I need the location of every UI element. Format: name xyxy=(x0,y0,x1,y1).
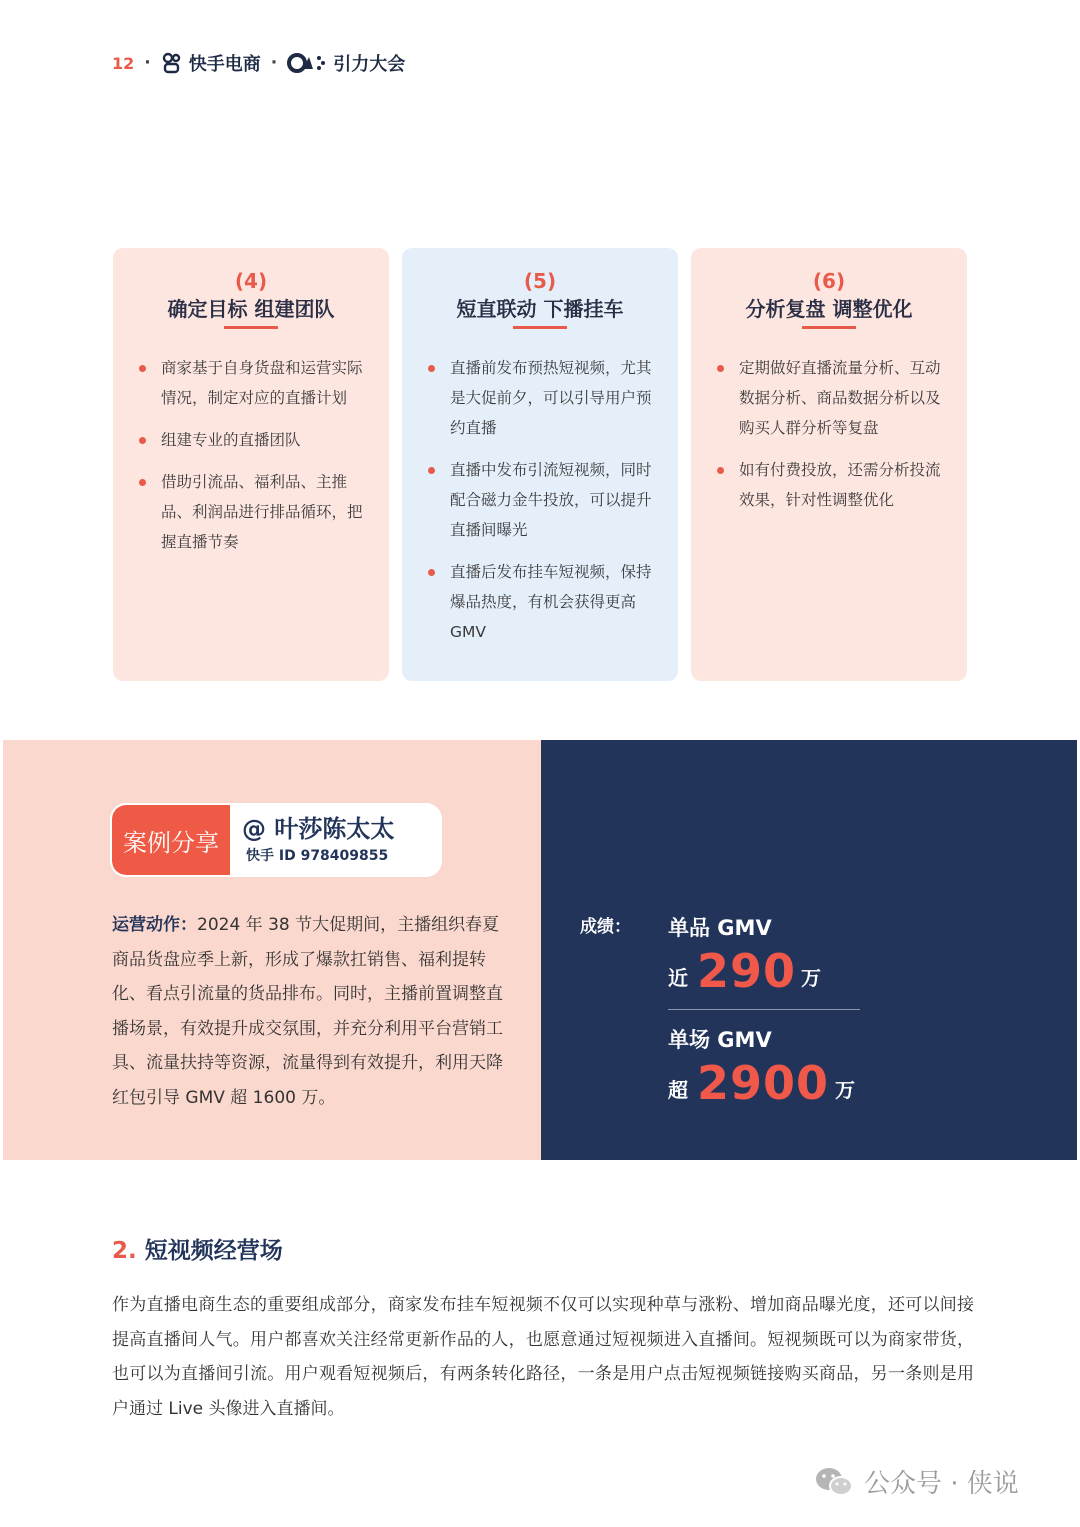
card-title-underline xyxy=(802,326,856,329)
result-prefix: 近 xyxy=(668,966,688,990)
bullet-item: 定期做好直播流量分析、互动数据分析、商品数据分析以及购买人群分析等复盘 xyxy=(713,353,945,443)
yinli-logo-icon xyxy=(287,52,327,74)
result-unit: 万 xyxy=(801,966,821,990)
result-value: 290 xyxy=(697,944,797,998)
results-label: 成绩： xyxy=(580,917,631,937)
step-card-5 xyxy=(402,248,678,681)
card-title: 确定目标 组建团队 xyxy=(167,297,335,321)
case-tag xyxy=(112,805,440,875)
section-title: 短视频经营场 xyxy=(144,1238,283,1264)
card-bullet-list xyxy=(713,353,945,515)
case-tag-label: 案例分享 xyxy=(112,805,230,875)
kuaishou-ecommerce-brand xyxy=(161,50,261,76)
watermark-text: 公众号 · 侠说 xyxy=(864,1469,1019,1499)
case-description xyxy=(112,908,512,1115)
bullet-item: 商家基于自身货盘和运营实际情况，制定对应的直播计划 xyxy=(135,353,367,413)
yinli-conference-brand xyxy=(287,50,405,76)
page-number: 12 xyxy=(112,53,135,73)
page-header xyxy=(112,50,405,76)
card-number: (4) xyxy=(234,269,268,293)
bullet-item: 直播前发布预热短视频，尤其是大促前夕，可以引导用户预约直播 xyxy=(424,353,656,443)
step-card-6 xyxy=(691,248,967,681)
section-number: 2. xyxy=(112,1238,137,1264)
results-divider xyxy=(668,1009,860,1010)
kuaishou-logo-icon xyxy=(161,52,183,74)
result-prefix: 超 xyxy=(668,1078,688,1102)
case-action-label: 运营动作： xyxy=(112,915,197,935)
card-bullet-list xyxy=(424,353,656,647)
header-separator: · xyxy=(144,53,151,73)
bullet-item: 直播后发布挂车短视频，保持爆品热度，有机会获得更高 GMV xyxy=(424,557,656,647)
card-title-underline xyxy=(513,326,567,329)
case-account-info xyxy=(230,805,394,875)
header-separator-2: · xyxy=(270,53,278,73)
result-title-single-item: 单品 GMV xyxy=(668,916,772,940)
brand1-label: 快手电商 xyxy=(188,54,261,75)
bullet-item: 直播中发布引流短视频，同时配合磁力金牛投放，可以提升直播间曝光 xyxy=(424,455,656,545)
card-title: 短直联动 下播挂车 xyxy=(456,297,624,321)
card-bullet-list xyxy=(135,353,367,557)
wechat-icon xyxy=(814,1465,854,1499)
card-title-underline xyxy=(224,326,278,329)
brand2-label: 引力大会 xyxy=(333,54,406,75)
card-number: (5) xyxy=(523,269,557,293)
step-card-4 xyxy=(113,248,389,681)
bullet-item: 如有付费投放，还需分析投流效果，针对性调整优化 xyxy=(713,455,945,515)
section-heading xyxy=(112,1232,283,1265)
wechat-watermark xyxy=(814,1463,1019,1500)
case-kuaishou-id: 快手 ID 978409855 xyxy=(246,848,389,864)
result-value: 2900 xyxy=(697,1056,830,1110)
card-number: (6) xyxy=(812,269,846,293)
case-action-text: 2024 年 38 节大促期间，主播组织春夏商品货盘应季上新，形成了爆款扛销售、福利提转化、看点引流量的货品排布。同时，主播前置调整直播场景，有效提升成交氛围，并充分利用平台营销工具、流量扶持等资源，流量得到有效提升，利用天降红包引导 GMV 超 1600 万。 xyxy=(112,915,503,1108)
card-title: 分析复盘 调整优化 xyxy=(745,297,913,321)
bullet-item: 借助引流品、福利品、主推品、利润品进行排品循环，把握直播节奏 xyxy=(135,467,367,557)
result-title-single-session: 单场 GMV xyxy=(668,1028,772,1052)
result-unit: 万 xyxy=(835,1078,855,1102)
section-body-paragraph: 作为直播电商生态的重要组成部分，商家发布挂车短视频不仅可以实现种草与涨粉、增加商品曝光度，还可以间接提高直播间人气。用户都喜欢关注经常更新作品的人，也愿意通过短视频进入直播间。短视频既可以为商家带货，也可以为直播间引流。用户观看短视频后，有两条转化路径，一条是用户点击短视频链接购买商品，另一条则是用户通过 Live 头像进入直播间。 xyxy=(112,1295,974,1419)
case-handle: @ 叶莎陈太太 xyxy=(242,815,395,843)
bullet-item: 组建专业的直播团队 xyxy=(135,425,367,455)
